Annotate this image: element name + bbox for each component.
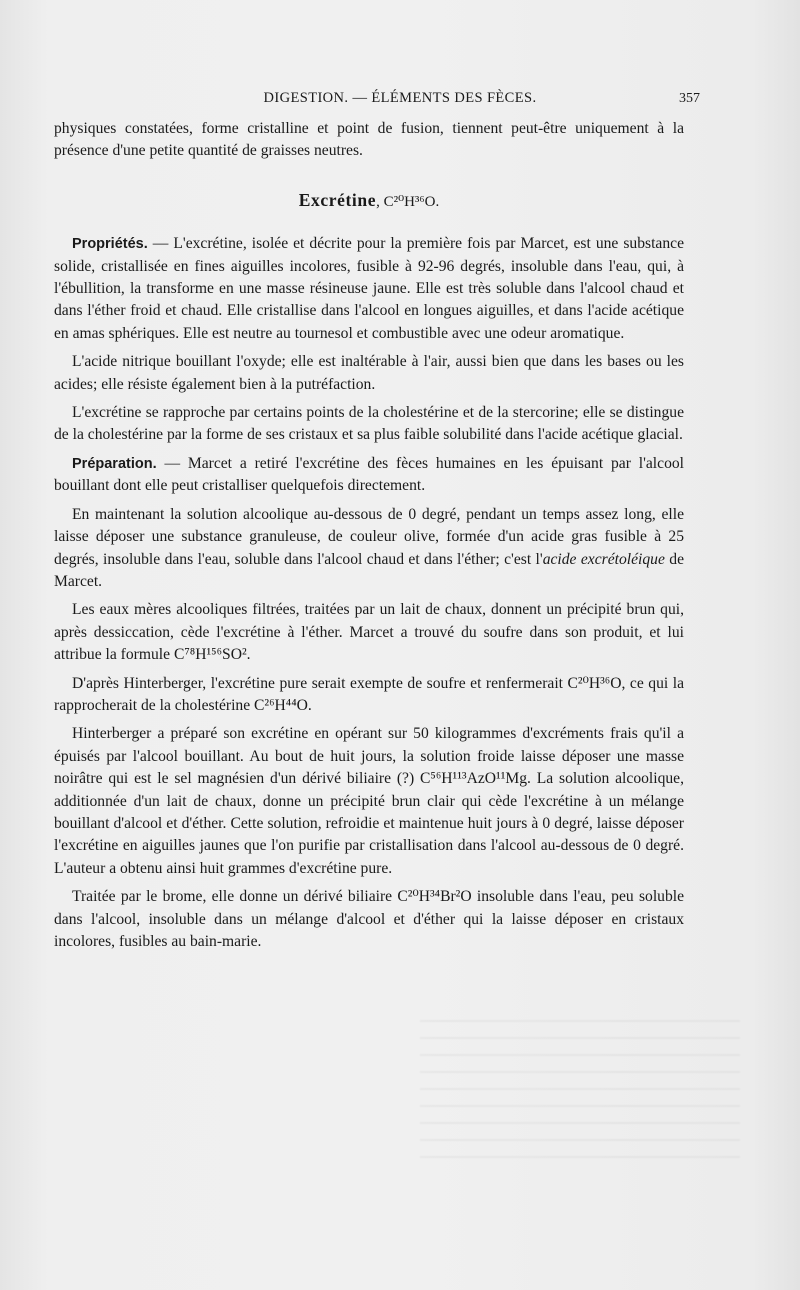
show-through-text [420,1020,740,1170]
lead-properties: Propriétés. [72,236,148,253]
running-title: DIGESTION. — ÉLÉMENTS DES FÈCES. [263,90,537,106]
paragraph-alcoholic-solution-text: En maintenant la solution alcoolique au-dessous de 0 degré, pendant un temps assez long, elle laisse déposer une substance granuleuse, de couleur olive, formée d'un acide gras fusible à 25 degrés, insoluble dans l'eau, soluble dans l'alcool chaud et dans l'éther; c'est l' [54,505,684,568]
paragraph-alcoholic-solution-end: de Marcet. [54,550,685,590]
section-heading [54,189,684,213]
paragraph-mother-liquors: Les eaux mères alcooliques filtrées, traitées par un lait de chaux, donnent un précipité brun qui, après dessiccation, cède l'excrétine à l'éther. Marcet a trouvé du soufre dans son produit, et lui attribue la formule C⁷⁸H¹⁵⁶SO². [54,601,684,664]
page-number: 357 [679,91,700,106]
lead-preparation: Préparation. [72,455,157,472]
paragraph-nitric-acid: L'acide nitrique bouillant l'oxyde; elle est inaltérable à l'air, aussi bien que dans les bases ou les acides; elle résiste également bien à la putréfaction. [54,353,684,393]
section-heading-formula: , C²⁰H³⁶O. [376,193,440,210]
paragraph-cholesterine-comparison: L'excrétine se rapproche par certains points de la cholestérine et de la stercorine; elle se distingue de la cholestérine par la forme de ses cristaux et sa plus faible solubilité dans l'acide acétique glacial. [54,404,684,444]
paragraph-bromine: Traitée par le brome, elle donne un dérivé biliaire C²⁰H³⁴Br²O insoluble dans l'eau, peu soluble dans l'alcool, insoluble dans un mélange d'alcool et d'éther qui la laisse déposer en cristaux incolores, fusibles au bain-marie. [54,888,684,950]
paragraph-properties-text: — L'excrétine, isolée et décrite pour la première fois par Marcet, est une substance solide, cristallisée en fines aiguilles incolores, fusible à 92-96 degrés, insoluble dans l'eau, qui, à l'ébullition, la transforme en une masse résineuse jaune. Elle est très soluble dans l'alcool chaud et dans l'éther froid et chaud. Elle cristallise dans l'alcool en longues aiguilles, et dans l'acide acétique en amas sphériques. Elle est neutre au tournesol et combustible avec une odeur aromatique. [54,235,684,342]
paragraph-properties [54,233,684,345]
paragraph-preparation-text: — Marcet a retiré l'excrétine des fèces humaines en les épuisant par l'alcool bouillant dont elle peut cristalliser quelquefois directement. [54,454,684,495]
paragraph-preparation [54,453,684,498]
paragraph-hinterberger-formula: D'après Hinterberger, l'excrétine pure serait exempte de soufre et renfermerait C²⁰H³⁶O, ce qui la rapprocherait de la cholestérine C²⁶H⁴⁴O. [54,674,684,714]
paragraph-continuation: physiques constatées, forme cristalline et point de fusion, tiennent peut-être uniquement à la présence d'une petite quantité de graisses neutres. [54,120,684,160]
paragraph-hinterberger-method: Hinterberger a préparé son excrétine en opérant sur 50 kilogrammes d'excréments frais qu'il a épuisés par l'alcool bouillant. Au bout de huit jours, la solution froide laisse déposer une masse noirâtre qui est le sel magnésien d'un dérivé biliaire (?) C⁵⁶H¹¹³AzO¹¹Mg. La solution alcoolique, additionnée d'un lait de chaux, donne un précipité brun clair qui cède l'excrétine à un mélange bouillant d'alcool et d'éther. Cette solution, refroidie et maintenue huit jours à 0 degré, laisse déposer l'excrétine en aiguilles jaunes que l'on purifie par cristallisation dans l'alcool au-dessous de 0 degré. L'auteur a obtenu ainsi huit grammes d'excrétine pure. [54,725,684,877]
term-acide-excretoleique: acide excrétoléique [542,550,665,568]
section-heading-name: Excrétine [298,189,377,210]
paragraph-alcoholic-solution [54,504,684,594]
body-text [54,118,684,953]
running-head [0,88,800,112]
